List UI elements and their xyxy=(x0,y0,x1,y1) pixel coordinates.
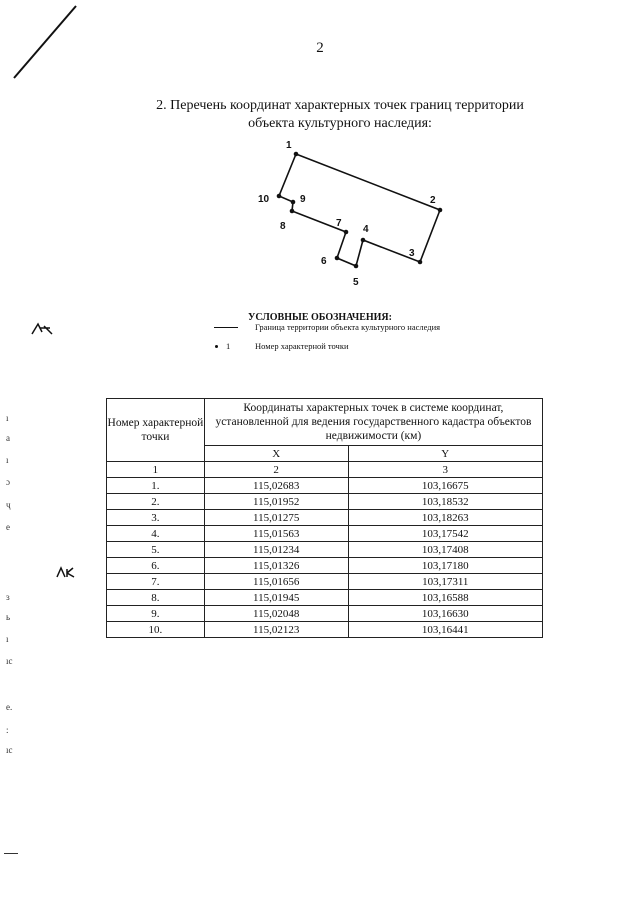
cell-number: 4. xyxy=(107,526,205,542)
cell-x: 115,01234 xyxy=(204,542,348,558)
point-label-4: 4 xyxy=(363,224,369,235)
point-label-9: 9 xyxy=(300,194,306,205)
stamp-mark-1 xyxy=(30,322,54,336)
margin-artifact: : xyxy=(6,725,9,735)
cell-y: 103,16588 xyxy=(348,590,543,606)
point-label-3: 3 xyxy=(409,248,415,259)
page-number: 2 xyxy=(316,40,324,56)
margin-artifact: ь xyxy=(6,612,11,622)
margin-artifact: ı xyxy=(6,634,9,644)
point-label-5: 5 xyxy=(353,277,359,288)
point-label-1: 1 xyxy=(286,140,292,151)
cell-x: 115,01275 xyxy=(204,510,348,526)
table-row xyxy=(107,606,543,622)
section-title xyxy=(150,97,530,133)
point-dot-5 xyxy=(354,264,359,269)
point-dot-4 xyxy=(361,238,366,243)
cell-x: 115,02683 xyxy=(204,478,348,494)
margin-artifact: ҷ xyxy=(6,500,11,510)
cell-y: 103,17542 xyxy=(348,526,543,542)
point-label-2: 2 xyxy=(430,195,436,206)
cell-x: 115,02123 xyxy=(204,622,348,638)
cell-x: 115,01563 xyxy=(204,526,348,542)
point-dot-10 xyxy=(277,194,282,199)
cell-y: 103,17180 xyxy=(348,558,543,574)
cell-x: 115,01952 xyxy=(204,494,348,510)
cell-x: 115,01326 xyxy=(204,558,348,574)
cell-y: 103,16675 xyxy=(348,478,543,494)
index-cell: 3 xyxy=(348,462,543,478)
cell-y: 103,18263 xyxy=(348,510,543,526)
table-row xyxy=(107,590,543,606)
table-index-row xyxy=(107,462,543,478)
point-dot-8 xyxy=(290,209,295,214)
cell-number: 8. xyxy=(107,590,205,606)
table-row xyxy=(107,494,543,510)
section-title-line2: объекта культурного наследия: xyxy=(248,116,432,131)
section-title-line1: 2. Перечень координат характерных точек границ территории xyxy=(156,98,524,113)
table-header-row xyxy=(107,399,543,446)
cell-y: 103,16630 xyxy=(348,606,543,622)
margin-artifact: ıc xyxy=(6,745,13,755)
point-dot-3 xyxy=(418,260,423,265)
cell-number: 2. xyxy=(107,494,205,510)
point-dot-2 xyxy=(438,208,443,213)
legend-line-label: Граница территории объекта культурного наследия xyxy=(255,322,441,332)
table-row xyxy=(107,526,543,542)
stamp-mark-2 xyxy=(55,565,79,579)
table-row xyxy=(107,622,543,638)
header-point-number: Номер характерной точки xyxy=(107,399,205,462)
cell-number: 6. xyxy=(107,558,205,574)
cell-y: 103,17408 xyxy=(348,542,543,558)
point-label-7: 7 xyxy=(336,218,342,229)
margin-artifact: ı xyxy=(6,455,9,465)
table-row xyxy=(107,558,543,574)
legend-dot-symbol xyxy=(215,345,218,348)
coordinates-table xyxy=(106,398,543,638)
point-label-6: 6 xyxy=(321,256,327,267)
header-coordinate-system: Координаты характерных точек в системе координат, установленной для ведения государственного кадастра объектов недвижимости (км) xyxy=(204,399,542,446)
index-cell: 1 xyxy=(107,462,205,478)
boundary-diagram xyxy=(250,135,470,300)
margin-artifact: a xyxy=(6,433,10,443)
table-row xyxy=(107,510,543,526)
point-dot-6 xyxy=(335,256,340,261)
point-dot-9 xyxy=(291,200,296,205)
margin-artifact: ı xyxy=(6,413,9,423)
margin-artifact: e xyxy=(6,522,10,532)
margin-dash xyxy=(4,853,18,854)
cell-y: 103,18532 xyxy=(348,494,543,510)
legend-dot-number: 1 xyxy=(226,341,231,351)
cell-x: 115,02048 xyxy=(204,606,348,622)
cell-number: 7. xyxy=(107,574,205,590)
legend-dot-label: Номер характерной точки xyxy=(255,341,349,351)
point-label-10: 10 xyxy=(258,194,270,205)
cell-x: 115,01656 xyxy=(204,574,348,590)
cell-number: 1. xyxy=(107,478,205,494)
header-y: Y xyxy=(348,446,543,462)
margin-artifact: ɜ xyxy=(6,592,10,602)
legend-line-symbol xyxy=(214,327,238,328)
point-dot-7 xyxy=(344,230,349,235)
boundary-line xyxy=(279,154,440,266)
point-label-8: 8 xyxy=(280,221,286,232)
table-row xyxy=(107,478,543,494)
margin-artifact: ɔ xyxy=(6,477,10,487)
header-x: X xyxy=(204,446,348,462)
margin-artifact: e. xyxy=(6,702,13,712)
cell-y: 103,16441 xyxy=(348,622,543,638)
legend-title: УСЛОВНЫЕ ОБОЗНАЧЕНИЯ: xyxy=(248,312,392,323)
margin-artifact: ıc xyxy=(6,656,13,666)
index-cell: 2 xyxy=(204,462,348,478)
cell-number: 10. xyxy=(107,622,205,638)
table-row xyxy=(107,542,543,558)
cell-number: 9. xyxy=(107,606,205,622)
cell-number: 5. xyxy=(107,542,205,558)
cell-y: 103,17311 xyxy=(348,574,543,590)
cell-number: 3. xyxy=(107,510,205,526)
cell-x: 115,01945 xyxy=(204,590,348,606)
point-dot-1 xyxy=(294,152,299,157)
table-row xyxy=(107,574,543,590)
